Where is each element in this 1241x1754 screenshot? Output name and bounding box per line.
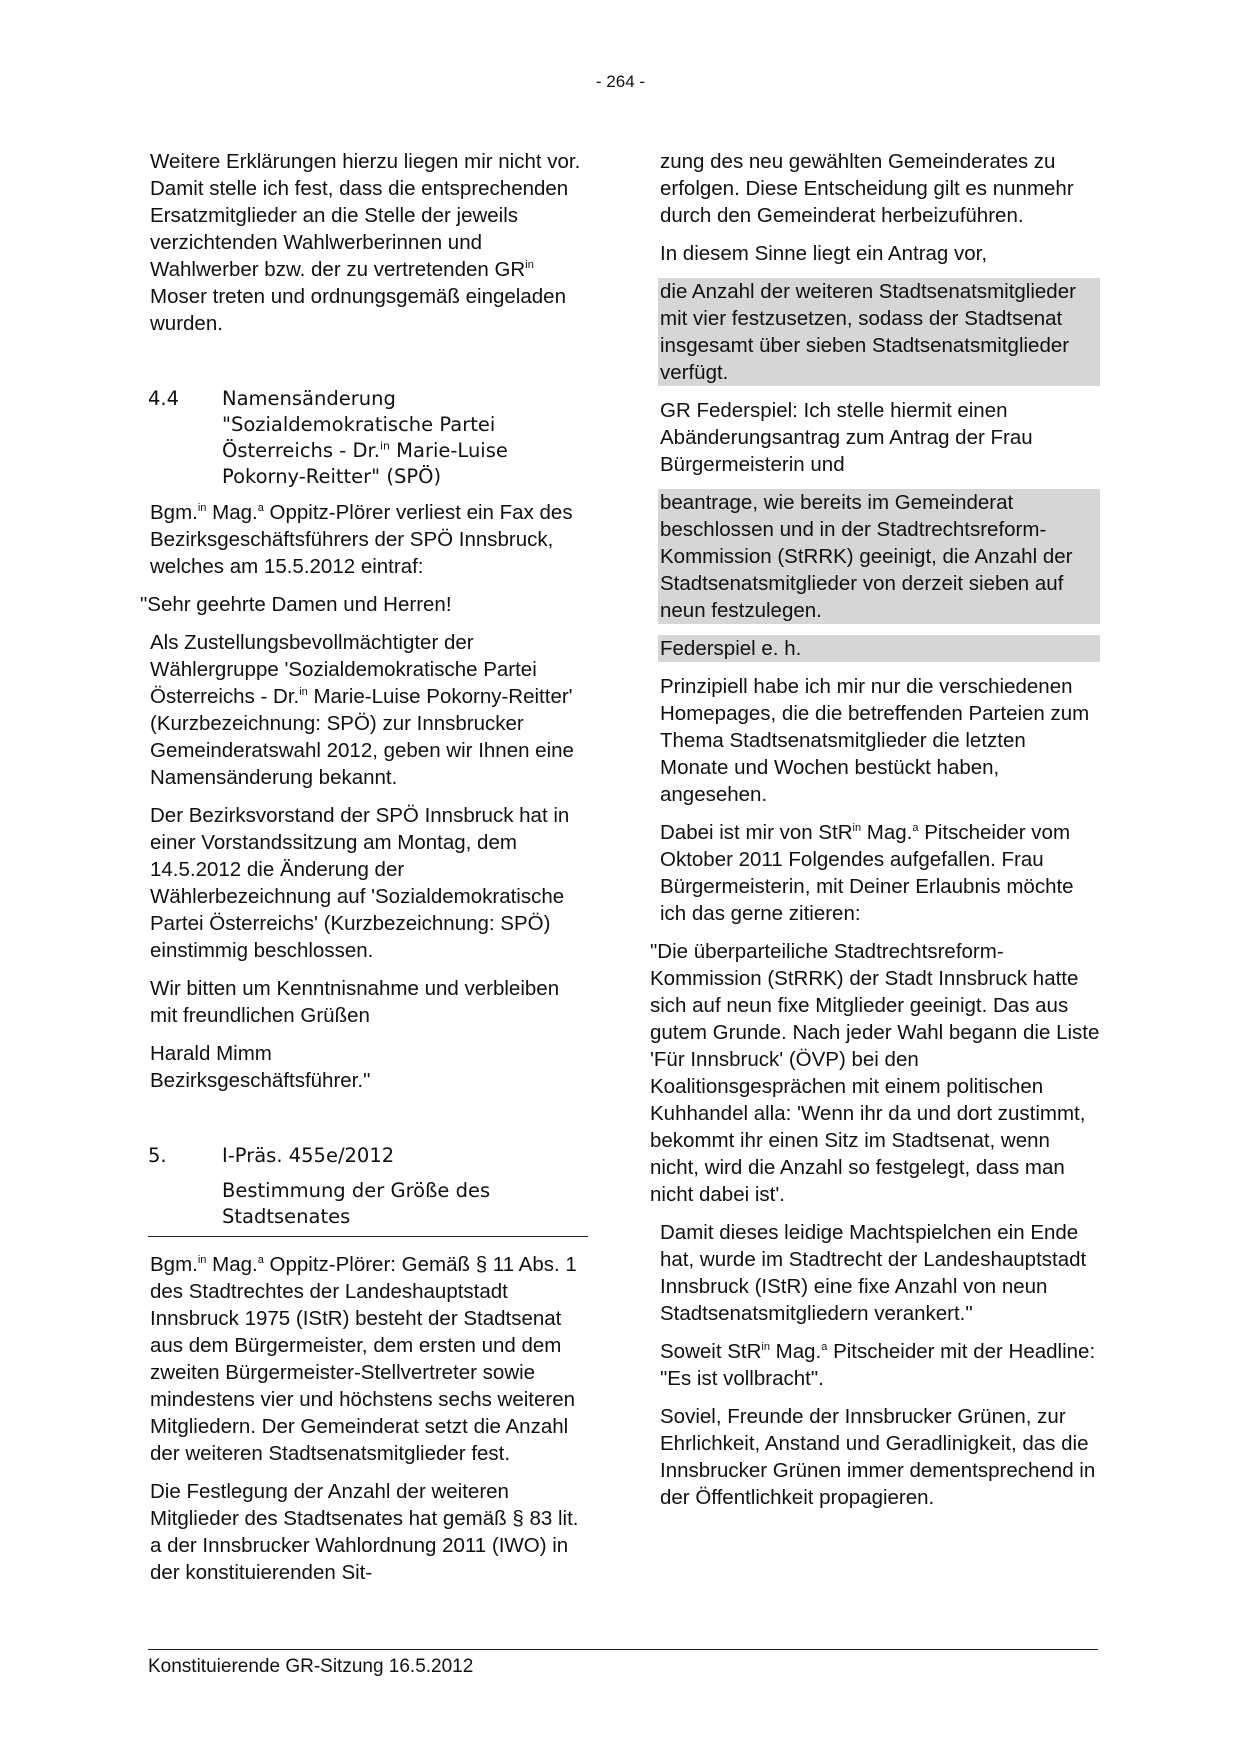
paragraph: Wir bitten um Kenntnisnahme und verbleiben mit freundlichen Grüßen: [150, 977, 560, 1027]
section-number: 4.4: [148, 387, 180, 410]
paragraph: Bgm.$^{in}$ Mag.$^a$ Oppitz-Plörer: Gemäß § 11 Abs. 1 des Stadtrechtes der Landeshauptstadt Innsbruck 1975 (IStR) besteht der Stadtsenat aus dem Bürgermeister, dem ersten und dem zweiten Bürgermeister-Stellvertreter sowie mindestens vier und höchstens sechs weiteren Mitgliedern. Der Gemeinderat setzt die Anzahl der weiteren Stadtsenatsmitglieder fest.: [150, 1253, 577, 1465]
signature: Harald Mimm Bezirksgeschäftsführer.": [150, 1042, 371, 1092]
paragraph: Soweit StR$^{in}$ Mag.$^a$ Pitscheider mit der Headline: "Es ist vollbracht".: [660, 1340, 1096, 1390]
paragraph: zung des neu gewählten Gemeinderates zu erfolgen. Diese Entscheidung gilt es nunmehr durch den Gemeinderat herbeizuführen.: [660, 150, 1074, 227]
paragraph: Als Zustellungsbevollmächtigter der Wählergruppe 'Sozialdemokratische Partei Österreichs - Dr.$^{in}$ Marie-Luise Pokorny-Reitter' (Kurzbezeichnung: SPÖ) zur Innsbrucker Gemeinderatswahl 2012, geben wir Ihnen eine Namensänderung bekannt.: [150, 631, 574, 789]
section-title: Namensänderung "Sozialdemokratische Partei Österreichs - Dr.$^{in}$ Marie-Luise Pokorny-Reitter" (SPÖ): [222, 387, 508, 488]
paragraph: GR Federspiel: Ich stelle hiermit einen Abänderungsantrag zum Antrag der Frau Bürgermeisterin und: [660, 399, 1033, 476]
right-column: [650, 148, 1100, 1522]
paragraph: Die Festlegung der Anzahl der weiteren Mitglieder des Stadtsenates hat gemäß § 83 lit. a der Innsbrucker Wahlordnung 2011 (IWO) in der konstituierenden Sit-: [150, 1480, 579, 1584]
section-number: 5.: [148, 1144, 167, 1167]
paragraph: Bgm.$^{in}$ Mag.$^a$ Oppitz-Plörer verliest ein Fax des Bezirksgeschäftsführers der SPÖ Innsbruck, welches am 15.5.2012 eintraf:: [150, 501, 573, 578]
highlighted-amendment: beantrage, wie bereits im Gemeinderat beschlossen und in der Stadtrechtsreform-Kommission (StRRK) geeinigt, die Anzahl der Stadtsenatsmitglieder von derzeit sieben auf neun festzulegen.: [658, 489, 1100, 624]
paragraph: Damit dieses leidige Machtspielchen ein Ende hat, wurde im Stadtrecht der Landeshauptstadt Innsbruck (IStR) eine fixe Anzahl von neun Stadtsenatsmitgliedern verankert.": [660, 1221, 1087, 1325]
paragraph: In diesem Sinne liegt ein Antrag vor,: [660, 242, 988, 265]
paragraph: Der Bezirksvorstand der SPÖ Innsbruck hat in einer Vorstandssitzung am Montag, dem 14.5.2012 die Änderung der Wählerbezeichnung auf 'Sozialdemokratische Partei Österreichs' (Kurzbezeichnung: SPÖ) einstimmig beschlossen.: [150, 804, 570, 962]
quote: "Die überparteiliche Stadtrechtsreform-Kommission (StRRK) der Stadt Innsbruck hatte sich auf neun fixe Mitglieder geeinigt. Das aus gutem Grunde. Nach jeder Wahl begann die Liste 'Für Innsbruck' (ÖVP) bei den Koalitionsgesprächen mit einem politischen Kuhhandel alla: 'Wenn ihr da und dort zustimmt, bekommt ihr einen Sitz im Stadtsenat, wenn nicht, wird die Anzahl so festgelegt, dass man nicht dabei ist'.: [650, 940, 1100, 1206]
paragraph: Dabei ist mir von StR$^{in}$ Mag.$^a$ Pitscheider vom Oktober 2011 Folgendes aufgefallen. Frau Bürgermeisterin, mit Deiner Erlaubnis möchte ich das gerne zitieren:: [660, 821, 1074, 925]
section-title: Bestimmung der Größe des Stadtsenates: [148, 1178, 588, 1237]
section-heading-4-4: [148, 386, 588, 490]
paragraph: Prinzipiell habe ich mir nur die verschiedenen Homepages, die die betreffenden Parteien zum Thema Stadtsenatsmitglieder die letzten Monate und Wochen bestückt haben, angesehen.: [660, 675, 1090, 806]
page-number: - 264 -: [595, 72, 646, 91]
left-column: [140, 148, 588, 1597]
footer-text: Konstituierende GR-Sitzung 16.5.2012: [148, 1656, 474, 1677]
section-heading-5: [148, 1143, 588, 1169]
highlighted-motion: die Anzahl der weiteren Stadtsenatsmitglieder mit vier festzusetzen, sodass der Stadtsenat insgesamt über sieben Stadtsenatsmitglieder verfügt.: [658, 278, 1100, 386]
quote-salutation: "Sehr geehrte Damen und Herren!: [140, 593, 452, 616]
footer-divider: [148, 1649, 1098, 1650]
paragraph: Weitere Erklärungen hierzu liegen mir nicht vor. Damit stelle ich fest, dass die entsprechenden Ersatzmitglieder an die Stelle der jeweils verzichtenden Wahlwerberinnen und Wahlwerber bzw. der zu vertretenden $GR^{in}$ Moser treten und ordnungsgemäß eingeladen wurden.: [150, 150, 581, 335]
highlighted-signature: Federspiel e. h.: [658, 635, 1100, 662]
paragraph: Soviel, Freunde der Innsbrucker Grünen, zur Ehrlichkeit, Anstand und Geradlinigkeit, das die Innsbrucker Grünen immer dementsprechend in der Öffentlichkeit propagieren.: [660, 1405, 1096, 1509]
section-reference: I-Präs. 455e/2012: [222, 1144, 395, 1167]
